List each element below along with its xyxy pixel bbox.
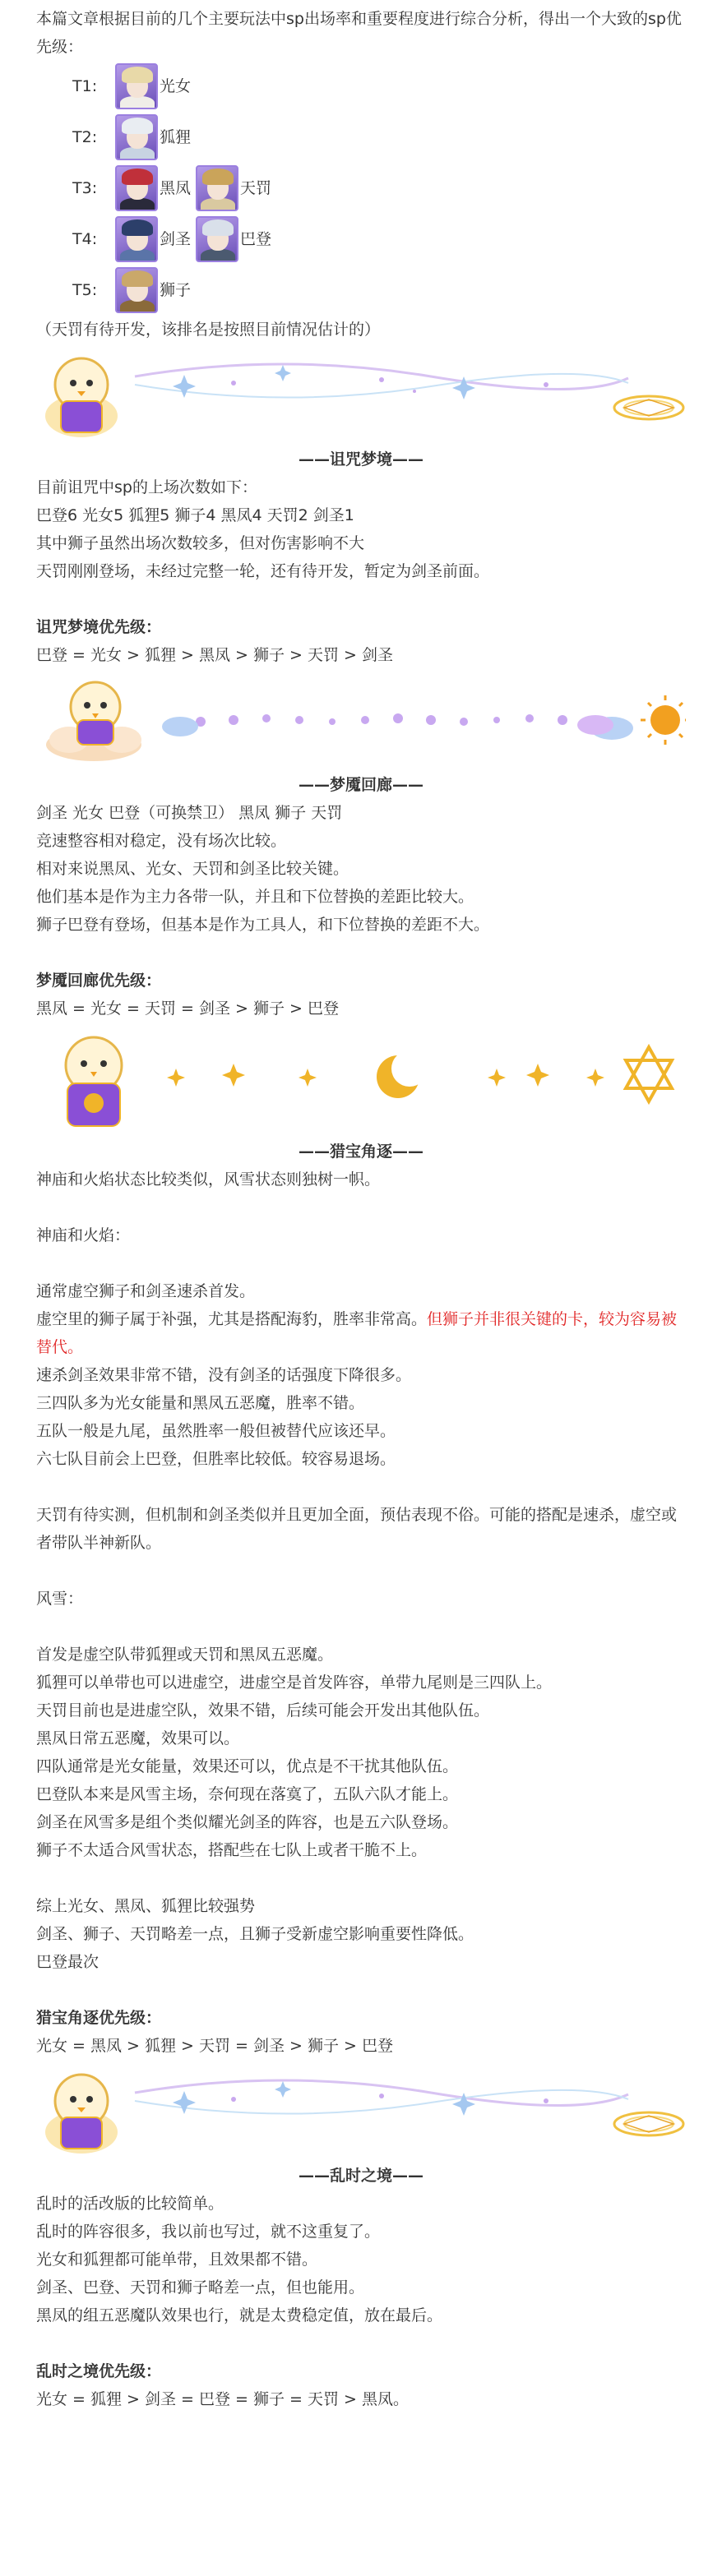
mascot-bird-icon (71, 682, 120, 745)
text-line: 剑圣 光女 巴登（可换禁卫） 黑凤 狮子 天罚 (36, 804, 343, 822)
text-line: 天罚刚刚登场，未经过完整一轮，还有待开发，暂定为剑圣前面。 (36, 562, 490, 580)
section-title-chaos: ——乱时之境—— (298, 2167, 423, 2185)
text-line: 速杀剑圣效果非常不错，没有剑圣的话强度下降很多。 (36, 1366, 412, 1384)
hero-entry (115, 63, 191, 109)
text-line: 天罚目前也是进虚空队，效果不错，后续可能会开发出其他队伍。 (36, 1701, 490, 1720)
text-line: 狐狸可以单带也可以进虚空，进虚空是首发阵容，单带九尾则是三四队上。 (36, 1673, 553, 1692)
section-title-curse: ——诅咒梦境—— (298, 450, 423, 469)
curse-priority: 巴登 = 光女 > 狐狸 > 黑凤 > 狮子 > 天罚 > 剑圣 (36, 646, 393, 664)
tier-note: （天罚有待开发，该排名是按照目前情况估计的） (36, 321, 381, 339)
hero-entry (115, 267, 191, 313)
treasure-p1: 通常虚空狮子和剑圣速杀首发。 (36, 1282, 256, 1300)
text-line: 他们基本是作为主力各带一队，并且和下位替换的差距比较大。 (36, 888, 474, 906)
tier-label: T2: (72, 128, 98, 146)
hero-name: 光女 (160, 77, 192, 95)
hero-entry (115, 165, 191, 211)
mascot-bird-icon (66, 1037, 122, 1126)
treasure-p3 (36, 1361, 686, 1473)
treasure-priority: 光女 = 黑凤 > 狐狸 > 天罚 = 剑圣 > 狮子 > 巴登 (36, 2037, 393, 2055)
treasure-p2a: 虚空里的狮子属于补强，尤其是搭配海豹，胜率非常高。 (36, 1310, 428, 1328)
hero-entry (196, 165, 271, 211)
tier-label: T1: (72, 77, 98, 95)
text-line: 相对来说黑凤、光女、天罚和剑圣比较关键。 (36, 860, 349, 878)
hero-avatar (115, 165, 158, 211)
hero-avatar (115, 216, 158, 262)
hero-name: 巴登 (240, 230, 272, 248)
treasure-sub-snow: 风雪： (36, 1590, 84, 1608)
tier-list (36, 61, 686, 316)
decorative-divider-2 (36, 669, 686, 771)
nightmare-priority-title: 梦魇回廊优先级： (36, 972, 162, 990)
mascot-bird-icon (45, 358, 118, 437)
text-line: 黑凤的组五恶魔队效果也行，就是太费稳定值，放在最后。 (36, 2306, 443, 2324)
intro-text: 本篇文章根据目前的几个主要玩法中sp出场率和重要程度进行综合分析，得出一个大致的sp优先级： (36, 10, 682, 56)
treasure-p5 (36, 1641, 686, 1864)
hero-name: 剑圣 (160, 230, 192, 248)
hero-avatar (115, 63, 158, 109)
sun-icon (641, 695, 686, 745)
text-line: 剑圣、巴登、天罚和狮子略差一点，但也能用。 (36, 2278, 365, 2297)
text-line: 巴登6 光女5 狐狸5 狮子4 黑凤4 天罚2 剑圣1 (36, 506, 354, 524)
decorative-divider-1 (36, 344, 686, 445)
text-line: 六七队目前会上巴登，但胜率比较低。较容易退场。 (36, 1450, 396, 1468)
nightmare-priority: 黑凤 = 光女 = 天罚 = 剑圣 > 狮子 > 巴登 (36, 999, 339, 1018)
hero-avatar (196, 216, 238, 262)
hero-entry (196, 216, 271, 262)
hero-avatar (196, 165, 238, 211)
section-title-treasure: ——猎宝角逐—— (298, 1143, 423, 1161)
text-line: 光女和狐狸都可能单带，且效果都不错。 (36, 2251, 318, 2269)
text-line: 竞速整容相对稳定，没有场次比较。 (36, 832, 287, 850)
moon-icon (377, 1050, 428, 1098)
curse-lines (36, 473, 686, 585)
text-line: 目前诅咒中sp的上场次数如下： (36, 478, 257, 496)
hero-name: 狐狸 (160, 128, 192, 146)
chaos-priority: 光女 = 狐狸 > 剑圣 = 巴登 = 狮子 = 天罚 > 黑凤。 (36, 2390, 409, 2408)
tier-row (36, 214, 686, 265)
treasure-p2 (36, 1305, 686, 1361)
tier-label: T4: (72, 230, 98, 248)
tier-row (36, 112, 686, 163)
text-line: 四队通常是光女能量，效果还可以，优点是不干扰其他队伍。 (36, 1757, 459, 1775)
text-line: 剑圣、狮子、天罚略差一点，且狮子受新虚空影响重要性降低。 (36, 1925, 474, 1943)
nightmare-lines (36, 799, 686, 939)
treasure-sub-temple: 神庙和火焰： (36, 1226, 131, 1244)
tier-label: T5: (72, 281, 98, 299)
tier-row (36, 265, 686, 316)
hero-avatar (115, 267, 158, 313)
text-line: 巴登最次 (36, 1953, 100, 1971)
treasure-p4: 天罚有待实测，但机制和剑圣类似并且更加全面，预估表现不俗。可能的搭配是速杀，虚空或者带队半神新队。 (36, 1506, 678, 1552)
decorative-divider-3 (36, 1023, 686, 1138)
chaos-lines (36, 2190, 686, 2329)
treasure-p6 (36, 1892, 686, 1976)
section-title-nightmare: ——梦魇回廊—— (298, 776, 423, 794)
text-line: 黑凤日常五恶魔，效果可以。 (36, 1729, 240, 1747)
mascot-bird-icon (45, 2075, 118, 2154)
treasure-intro: 神庙和火焰状态比较类似，风雪状态则独树一帜。 (36, 1170, 381, 1189)
hero-avatar (115, 114, 158, 160)
hero-entry (115, 114, 191, 160)
treasure-priority-title: 猎宝角逐优先级： (36, 2009, 162, 2027)
curse-priority-title: 诅咒梦境优先级： (36, 618, 162, 636)
text-line: 乱时的活改版的比较简单。 (36, 2195, 224, 2213)
hero-name: 天罚 (240, 179, 272, 197)
text-line: 狮子不太适合风雪状态，搭配些在七队上或者干脆不上。 (36, 1841, 428, 1859)
magic-circle-icon (614, 396, 683, 419)
text-line: 其中狮子虽然出场次数较多，但对伤害影响不大 (36, 534, 365, 552)
text-line: 首发是虚空队带狐狸或天罚和黑凤五恶魔。 (36, 1646, 334, 1664)
hero-name: 狮子 (160, 281, 192, 299)
chaos-priority-title: 乱时之境优先级： (36, 2362, 162, 2380)
treasure-p2b-highlight: 但狮子并非很关键的卡，较为容易被替代。 (36, 1310, 678, 1356)
hero-entry (115, 216, 191, 262)
text-line: 巴登队本来是风雪主场，奈何现在落寞了，五队六队才能上。 (36, 1785, 459, 1803)
decorative-divider-4 (36, 2060, 686, 2162)
magic-circle-icon (614, 2112, 683, 2135)
hero-name: 黑凤 (160, 179, 192, 197)
text-line: 狮子巴登有登场，但基本是作为工具人，和下位替换的差距不大。 (36, 916, 490, 934)
text-line: 三四队多为光女能量和黑凤五恶魔，胜率不错。 (36, 1394, 365, 1412)
text-line: 剑圣在风雪多是组个类似耀光剑圣的阵容，也是五六队登场。 (36, 1813, 459, 1831)
text-line: 乱时的阵容很多，我以前也写过，就不这重复了。 (36, 2223, 381, 2241)
hexagram-icon (626, 1047, 672, 1101)
tier-label: T3: (72, 179, 98, 197)
tier-row (36, 61, 686, 112)
text-line: 五队一般是九尾，虽然胜率一般但被替代应该还早。 (36, 1422, 396, 1440)
text-line: 综上光女、黑凤、狐狸比较强势 (36, 1897, 256, 1915)
tier-row (36, 163, 686, 214)
